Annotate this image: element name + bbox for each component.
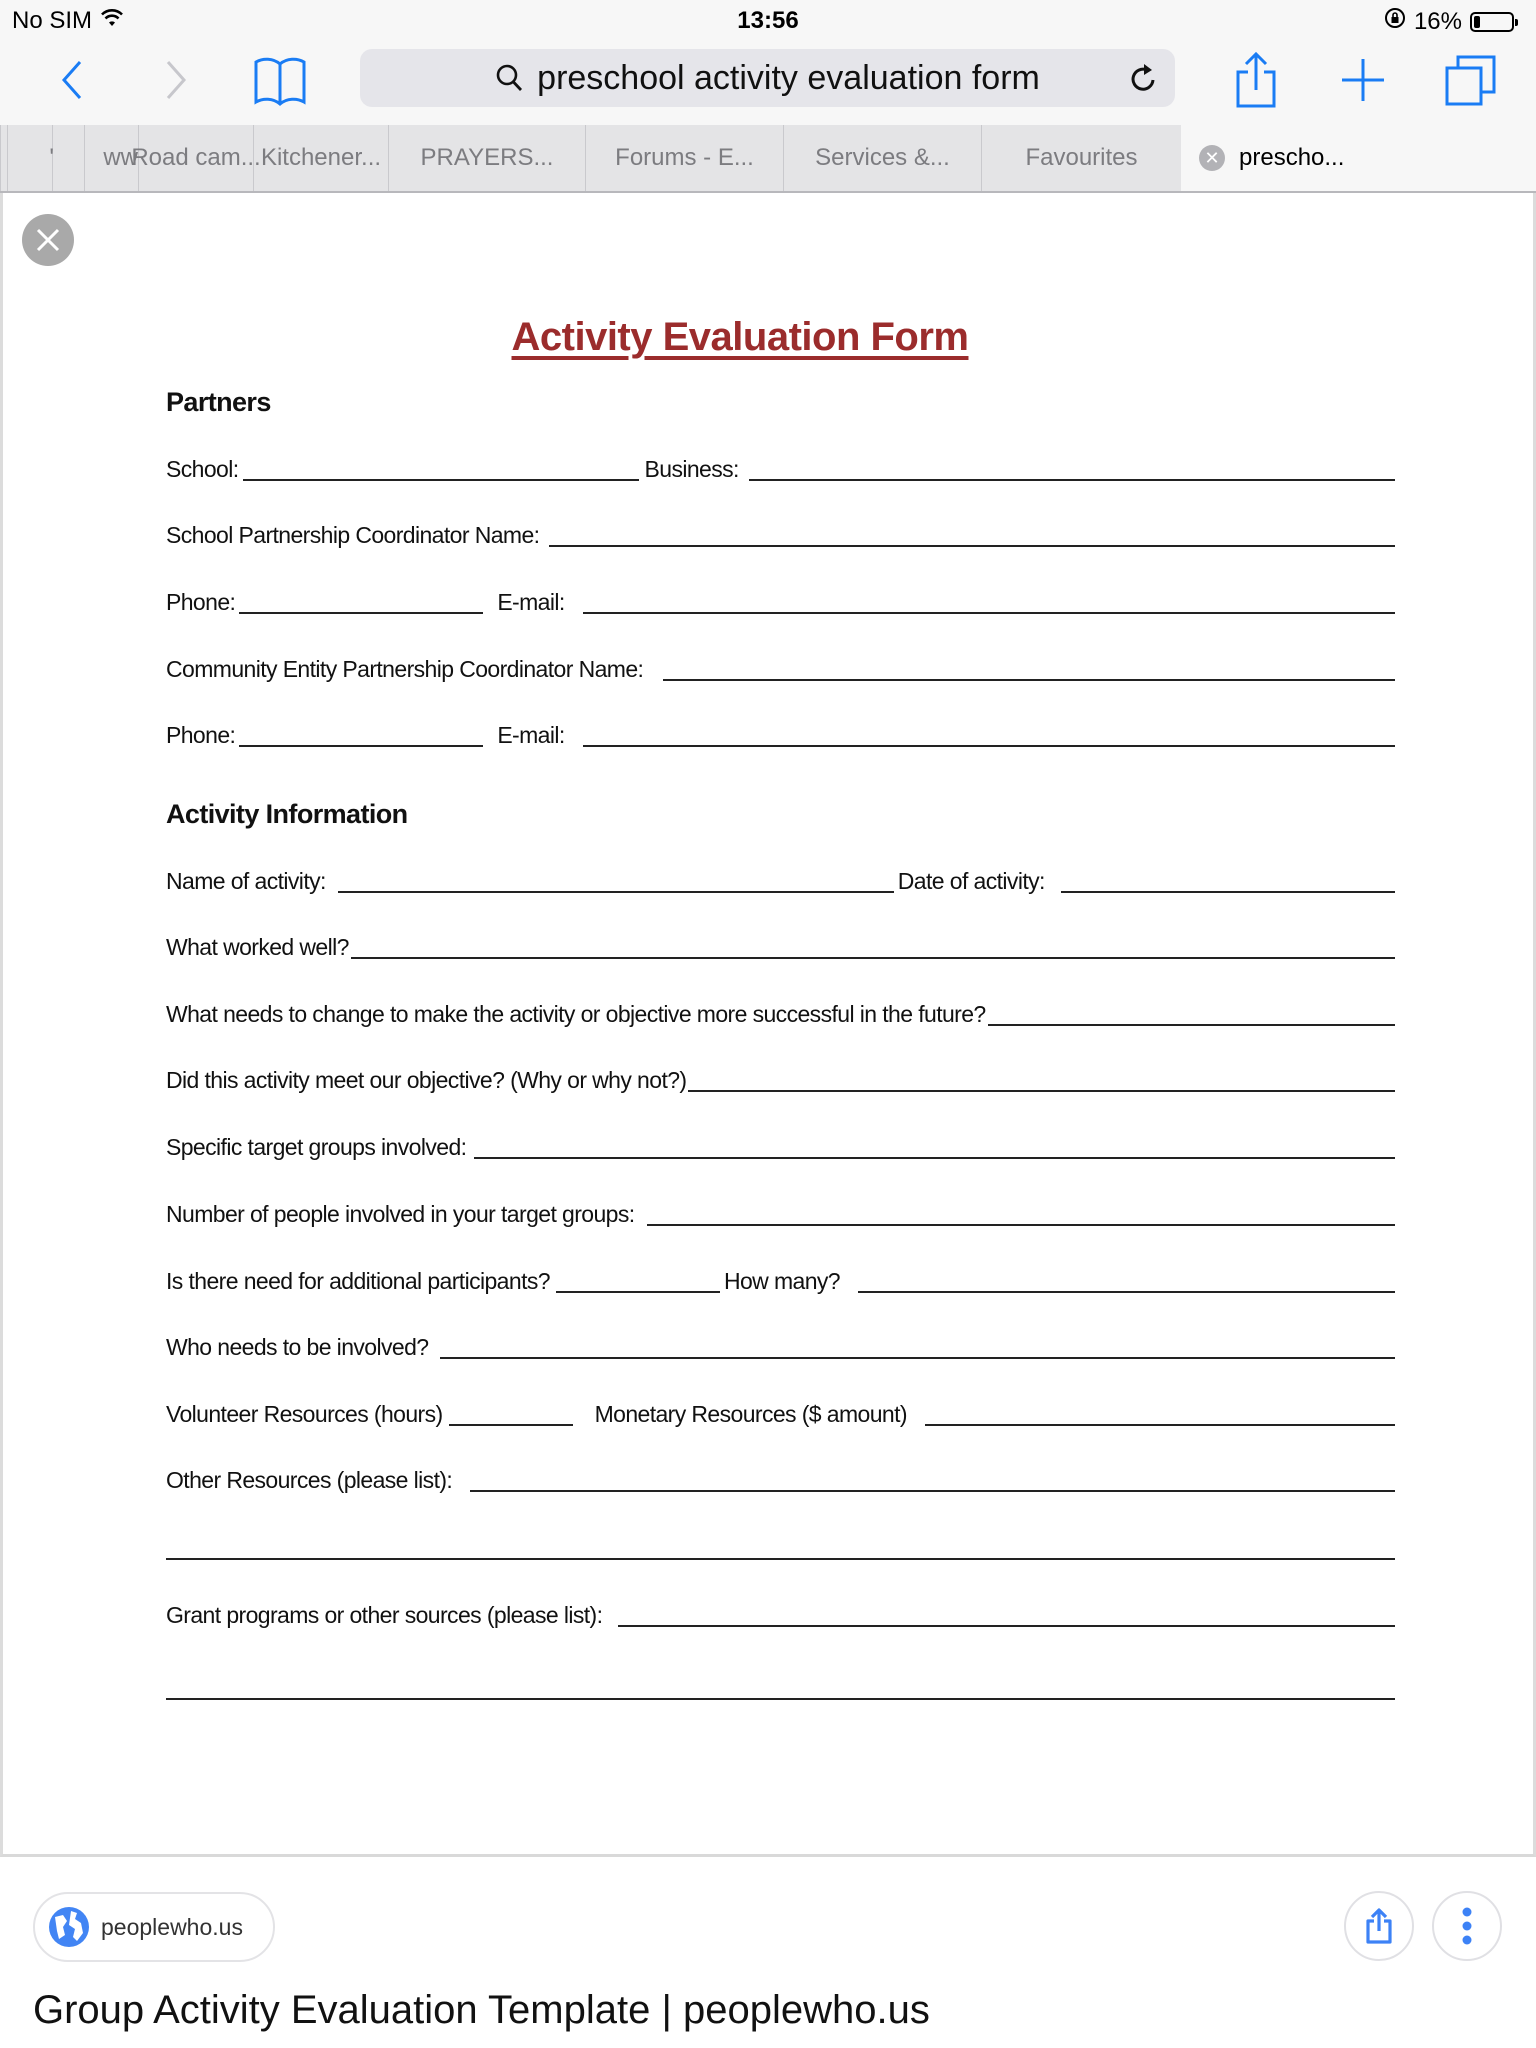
email-label: E-mail: — [497, 589, 565, 615]
activity-name-field[interactable] — [338, 891, 894, 893]
additional-participants-label: Is there need for additional participants? — [166, 1268, 550, 1294]
close-viewer-button[interactable] — [22, 214, 74, 266]
tabs-button[interactable] — [1444, 50, 1498, 110]
reload-icon — [1129, 62, 1159, 94]
tab[interactable] — [0, 125, 8, 191]
grant-programs-field[interactable] — [618, 1625, 1395, 1627]
tab[interactable]: Forums - E... — [586, 125, 784, 191]
status-right — [1384, 7, 1514, 36]
row-needs-change — [166, 998, 1395, 1034]
row-name-date — [166, 865, 1395, 901]
who-involved-label: Who needs to be involved? — [166, 1334, 429, 1360]
row-who-involved — [166, 1331, 1395, 1367]
phone-label: Phone: — [166, 589, 236, 615]
battery-level — [1474, 16, 1480, 28]
tab[interactable]: ' — [53, 125, 85, 191]
search-icon — [495, 63, 523, 93]
tab[interactable]: PRAYERS... — [389, 125, 586, 191]
volunteer-resources-label: Volunteer Resources (hours) — [166, 1401, 443, 1427]
more-vertical-icon — [1460, 1906, 1474, 1946]
row-grant-programs-continued — [166, 1672, 1395, 1708]
back-icon — [61, 60, 83, 100]
target-groups-label: Specific target groups involved: — [166, 1134, 467, 1160]
share-result-button[interactable] — [1344, 1891, 1414, 1961]
school-label: School: — [166, 456, 239, 482]
share-icon — [1364, 1907, 1394, 1945]
tab[interactable]: Favourites — [1025, 144, 1138, 171]
activity-date-label: Date of activity: — [897, 868, 1045, 894]
grant-programs-label: Grant programs or other sources (please list): — [166, 1602, 603, 1628]
forward-button[interactable] — [156, 50, 196, 110]
needs-change-field[interactable] — [988, 1024, 1395, 1026]
more-options-button[interactable] — [1432, 1891, 1502, 1961]
monetary-resources-label: Monetary Resources ($ amount) — [594, 1401, 907, 1427]
business-field[interactable] — [749, 479, 1395, 481]
reload-button[interactable] — [1129, 62, 1159, 103]
email-field[interactable] — [583, 612, 1395, 614]
tab[interactable]: Kitchener... — [254, 125, 389, 191]
section-activity-information: Activity Information — [166, 799, 408, 829]
row-school-business — [166, 453, 1395, 489]
bookmarks-button[interactable] — [252, 50, 308, 110]
row-resources — [166, 1398, 1395, 1434]
additional-participants-field[interactable] — [556, 1291, 720, 1293]
row-phone-email-2 — [166, 719, 1395, 755]
browser-toolbar — [0, 40, 1536, 125]
what-worked-label: What worked well? — [166, 934, 349, 960]
phone-field[interactable] — [239, 745, 483, 747]
community-coordinator-field[interactable] — [663, 679, 1395, 681]
other-resources-field-line-2[interactable] — [166, 1558, 1395, 1560]
phone-field[interactable] — [239, 612, 483, 614]
activity-date-field[interactable] — [1061, 891, 1395, 893]
email-label: E-mail: — [497, 722, 565, 748]
volunteer-hours-field[interactable] — [449, 1424, 573, 1426]
other-resources-label: Other Resources (please list): — [166, 1467, 453, 1493]
row-additional-participants — [166, 1265, 1395, 1301]
community-coordinator-label: Community Entity Partnership Coordinator Name: — [166, 656, 644, 682]
url-bar[interactable] — [360, 49, 1175, 107]
new-tab-icon — [1340, 57, 1386, 103]
met-objective-label: Did this activity meet our objective? (Why or why not?) — [166, 1067, 687, 1093]
number-people-label: Number of people involved in your target groups: — [166, 1201, 635, 1227]
needs-change-label: What needs to change to make the activity or objective more successful in the future? — [166, 1001, 986, 1027]
row-school-coordinator — [166, 519, 1395, 555]
tab-active[interactable]: ✕ prescho... — [1181, 125, 1536, 191]
form-document — [3, 193, 1533, 1853]
tab[interactable]: Road cam... — [139, 125, 254, 191]
back-button[interactable] — [52, 50, 92, 110]
close-tab-icon[interactable]: ✕ — [1199, 145, 1225, 171]
tab[interactable]: ww — [85, 125, 139, 191]
status-bar — [0, 0, 1536, 40]
what-worked-field[interactable] — [351, 957, 1395, 959]
share-button[interactable] — [1234, 50, 1278, 110]
business-label: Business: — [644, 456, 739, 482]
number-people-field[interactable] — [647, 1224, 1395, 1226]
new-tab-button[interactable] — [1340, 50, 1386, 110]
source-link[interactable] — [33, 1892, 275, 1962]
other-resources-field[interactable] — [470, 1490, 1395, 1492]
tabs-icon — [1444, 54, 1498, 106]
bookmarks-icon — [253, 54, 307, 106]
target-groups-field[interactable] — [474, 1157, 1395, 1159]
search-query: preschool activity evaluation form — [537, 58, 1040, 97]
source-domain: peoplewho.us — [101, 1913, 243, 1940]
phone-label: Phone: — [166, 722, 236, 748]
tab[interactable]: Services &... — [784, 125, 982, 191]
who-involved-field[interactable] — [440, 1357, 1395, 1359]
battery-icon — [1470, 12, 1514, 32]
how-many-label: How many? — [723, 1268, 840, 1294]
form-title: Activity Evaluation Form — [511, 315, 969, 359]
row-grant-programs — [166, 1599, 1395, 1635]
result-title[interactable]: Group Activity Evaluation Template | peoplewho.us — [33, 1988, 930, 2032]
battery-percent: 16% — [1413, 7, 1462, 35]
rotation-lock-icon — [1384, 7, 1406, 36]
row-other-resources-continued — [166, 1532, 1395, 1568]
tab-bar — [0, 125, 1536, 193]
email-field[interactable] — [583, 745, 1395, 747]
image-viewer — [0, 193, 1536, 1857]
carrier-label: No SIM — [12, 7, 93, 34]
tab[interactable] — [8, 125, 53, 191]
row-what-worked — [166, 931, 1395, 967]
how-many-field[interactable] — [858, 1291, 1395, 1293]
row-target-groups — [166, 1131, 1395, 1167]
section-partners: Partners — [166, 387, 271, 417]
row-number-people — [166, 1198, 1395, 1234]
row-phone-email-1 — [166, 586, 1395, 622]
school-field[interactable] — [243, 479, 639, 481]
row-other-resources — [166, 1464, 1395, 1500]
row-community-coordinator — [166, 653, 1395, 689]
close-icon — [35, 227, 61, 253]
school-coordinator-field[interactable] — [549, 545, 1395, 547]
row-met-objective — [166, 1064, 1395, 1100]
globe-icon — [49, 1907, 89, 1947]
share-icon — [1234, 52, 1278, 108]
activity-name-label: Name of activity: — [166, 868, 326, 894]
grant-programs-field-line-2[interactable] — [166, 1698, 1395, 1700]
met-objective-field[interactable] — [688, 1090, 1395, 1092]
forward-icon — [165, 60, 187, 100]
school-coordinator-label: School Partnership Coordinator Name: — [166, 522, 540, 548]
monetary-amount-field[interactable] — [925, 1424, 1395, 1426]
clock: 13:56 — [737, 7, 799, 34]
